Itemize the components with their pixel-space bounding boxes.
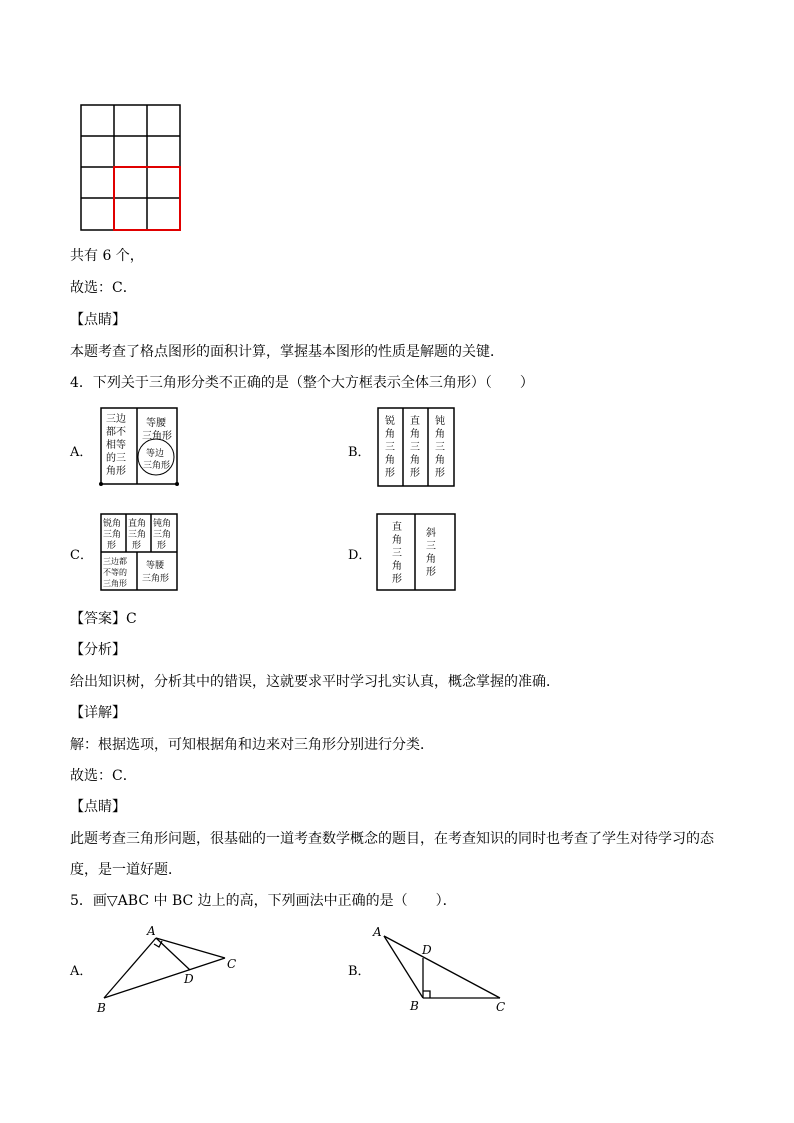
total-count-text: 共有 6 个， (70, 248, 144, 264)
q5b-point-c: C (496, 1000, 506, 1014)
q5-option-b-figure (368, 922, 528, 1017)
svg-text:钝: 钝 (435, 416, 445, 427)
q4-detail-text: 解：根据选项，可知根据角和边来对三角形分别进行分类． (70, 737, 434, 753)
comment-heading-prev: 【点睛】 (70, 312, 126, 328)
q5-option-b-label: B． (348, 964, 371, 979)
svg-text:三角形: 三角形 (142, 574, 170, 584)
q4-choice-text: 故选：C． (70, 768, 137, 784)
svg-text:三角: 三角 (128, 530, 147, 540)
svg-text:不等的: 不等的 (103, 568, 127, 577)
svg-text:形: 形 (392, 574, 402, 585)
q4-detail-heading: 【详解】 (70, 705, 126, 721)
svg-text:三: 三 (392, 548, 402, 559)
svg-text:角: 角 (426, 554, 436, 565)
svg-text:形: 形 (410, 468, 420, 479)
grid-figure (80, 104, 182, 232)
svg-text:形: 形 (107, 541, 117, 551)
svg-text:相等: 相等 (106, 440, 126, 451)
q5b-point-a: A (373, 925, 382, 939)
q5b-point-d: D (422, 943, 432, 957)
q5-option-a-figure (92, 922, 252, 1017)
q4-stem: 4．下列关于三角形分类不正确的是（整个大方框表示全体三角形）（ ） (70, 375, 534, 391)
q4-option-b-label: B． (348, 445, 371, 460)
q4-option-b-figure (376, 406, 456, 488)
comment-text-prev: 本题考查了格点图形的面积计算，掌握基本图形的性质是解题的关键． (70, 344, 504, 360)
q5a-point-a: A (147, 924, 156, 938)
q4-option-c-figure (99, 512, 179, 592)
svg-text:角: 角 (385, 455, 395, 466)
q5-option-a-label: A． (70, 964, 93, 979)
q5a-point-c: C (227, 957, 237, 971)
q4-option-a-figure (99, 406, 179, 486)
svg-text:形: 形 (385, 468, 395, 479)
q4-analysis-heading: 【分析】 (70, 642, 126, 658)
svg-text:三: 三 (426, 541, 436, 552)
q5b-point-b: B (410, 999, 419, 1013)
svg-text:三角形: 三角形 (103, 579, 127, 588)
svg-text:形: 形 (435, 468, 445, 479)
svg-text:等腰: 等腰 (146, 418, 166, 429)
q5-stem: 5．画▽ABC 中 BC 边上的高，下列画法中正确的是（ ）． (70, 893, 457, 909)
svg-text:角: 角 (392, 561, 402, 572)
svg-text:角: 角 (410, 429, 420, 440)
svg-text:直: 直 (410, 416, 420, 427)
svg-text:等边: 等边 (146, 449, 165, 459)
svg-text:钝角: 钝角 (153, 519, 172, 529)
svg-text:形: 形 (426, 567, 436, 578)
q4-option-d-label: D． (348, 548, 372, 563)
svg-text:直: 直 (392, 522, 402, 533)
svg-text:的三: 的三 (106, 453, 126, 464)
svg-text:都不: 都不 (106, 427, 126, 438)
svg-text:斜: 斜 (426, 528, 436, 539)
q5a-point-d: D (184, 972, 194, 986)
svg-text:角: 角 (385, 429, 395, 440)
svg-text:锐角: 锐角 (103, 519, 122, 529)
q4-analysis-text: 给出知识树，分析其中的错误，这就要求平时学习扎实认真，概念掌握的准确． (70, 674, 560, 690)
svg-text:形: 形 (157, 541, 167, 551)
svg-text:角: 角 (392, 535, 402, 546)
svg-text:三: 三 (385, 442, 395, 453)
q4-comment-line2: 度，是一道好题． (70, 862, 182, 878)
q5a-point-b: B (97, 1001, 106, 1015)
svg-text:角: 角 (410, 455, 420, 466)
svg-text:角: 角 (435, 455, 445, 466)
q4-answer-heading: 【答案】C (70, 611, 137, 627)
svg-text:形: 形 (132, 541, 142, 551)
svg-text:直角: 直角 (128, 519, 147, 529)
choice-text-prev: 故选：C． (70, 280, 137, 296)
svg-text:角形: 角形 (106, 466, 126, 477)
svg-text:三: 三 (435, 442, 445, 453)
svg-text:等腰: 等腰 (146, 561, 165, 571)
q4-option-a-label: A． (70, 445, 93, 460)
svg-text:三角形: 三角形 (142, 431, 172, 442)
svg-text:三角: 三角 (153, 530, 172, 540)
q4-option-c-label: C． (70, 548, 93, 563)
svg-text:锐: 锐 (385, 416, 395, 427)
svg-text:三角: 三角 (103, 530, 122, 540)
svg-text:角: 角 (435, 429, 445, 440)
q4-option-d-figure (375, 512, 457, 592)
svg-text:三: 三 (410, 442, 420, 453)
svg-text:三边: 三边 (106, 414, 126, 425)
q4-comment-line1: 此题考查三角形问题，很基础的一道考查数学概念的题目，在考查知识的同时也考查了学生对待学习的态 (70, 831, 714, 847)
svg-text:三角形: 三角形 (143, 461, 171, 471)
q4-comment-heading: 【点睛】 (70, 799, 126, 815)
svg-text:三边都: 三边都 (103, 557, 127, 566)
